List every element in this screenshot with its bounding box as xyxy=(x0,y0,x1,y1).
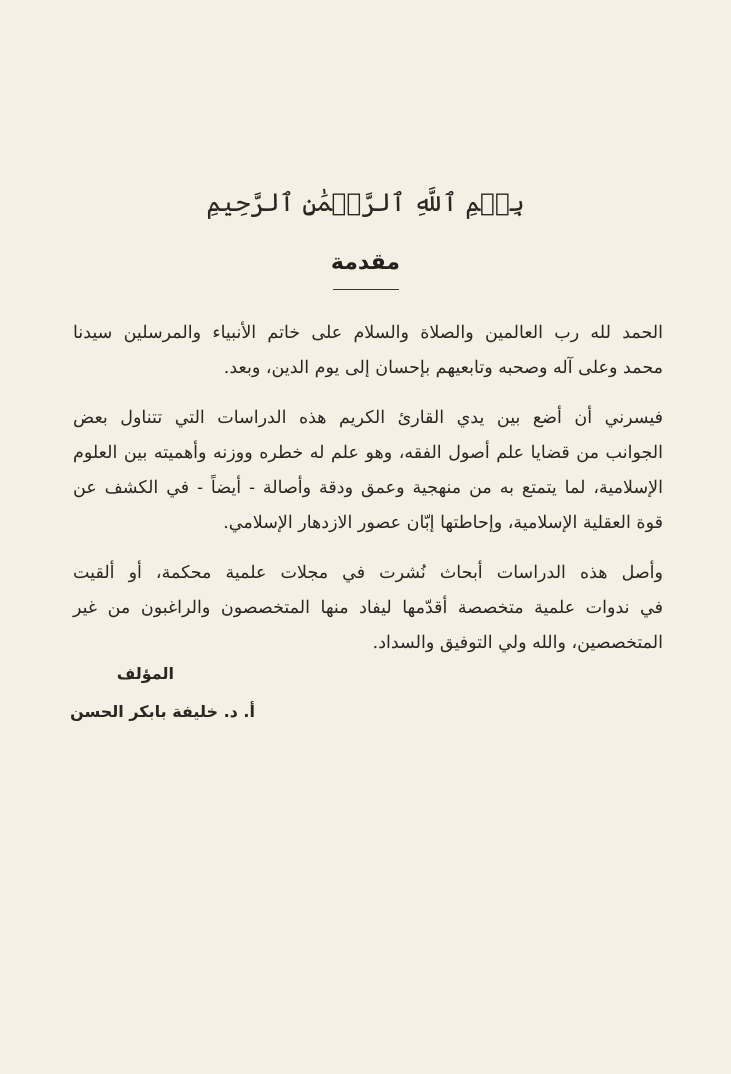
introduction-body xyxy=(73,316,663,676)
text-line: الإسلامية، لما يتمتع به من منهجية وعمق ودقة وأصالة - أيضاً - في الكشف عن xyxy=(73,478,663,498)
text-line: المتخصصين، والله ولي التوفيق والسداد. xyxy=(372,633,663,653)
basmala-heading: بِسۡمِ ٱللَّهِ ٱلرَّحۡمَٰنِ ٱلرَّحِيمِ xyxy=(206,188,525,217)
text-line: وأصل هذه الدراسات أبحاث نُشرت في مجلات علمية محكمة، أو ألقيت xyxy=(73,563,663,583)
title-underline xyxy=(333,289,399,290)
text-line: قوة العقلية الإسلامية، وإحاطتها إبّان عصور الازدهار الإسلامي. xyxy=(223,513,663,533)
text-line: الحمد لله رب العالمين والصلاة والسلام على خاتم الأنبياء والمرسلين سيدنا xyxy=(73,323,663,343)
text-line: فيسرني أن أضع بين يدي القارئ الكريم هذه الدراسات التي تتناول بعض xyxy=(73,408,663,428)
paragraph-3 xyxy=(73,556,663,661)
text-line: في ندوات علمية متخصصة أقدّمها ليفاد منها المتخصصون والراغبون من غير xyxy=(73,598,663,618)
paragraph-1 xyxy=(73,316,663,386)
paragraph-2 xyxy=(73,401,663,541)
page-title: مقدمة xyxy=(330,250,401,275)
author-label: المؤلف xyxy=(116,664,174,683)
text-line: الجوانب من قضايا علم أصول الفقه، وهو علم له خطره ووزنه وأهميته بين العلوم xyxy=(73,443,663,463)
author-name: أ. د. خليفة بابكر الحسن xyxy=(70,702,255,721)
text-line: محمد وعلى آله وصحبه وتابعيهم بإحسان إلى يوم الدين، وبعد. xyxy=(223,358,663,378)
